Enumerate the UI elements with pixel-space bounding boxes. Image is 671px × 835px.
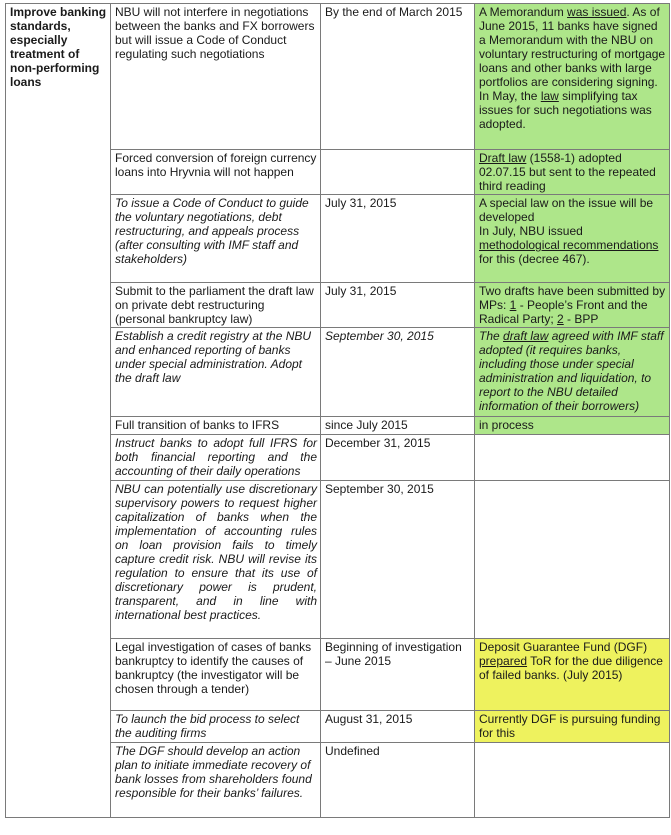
prepared-link[interactable]: prepared [479,654,528,668]
deadline-cell: July 31, 2015 [321,283,475,328]
credit-registry-draft-law-link[interactable]: draft law [503,329,549,343]
measure-cell: To issue a Code of Conduct to guide the voluntary negotiations, debt restructuring, and appeals process (after consulting with IMF staff and stakeholders) [111,195,321,283]
reform-area-label: Improve banking standards, especially treatment of non-performing loans [6,4,111,818]
deadline-cell [321,150,475,195]
status-cell [475,435,670,481]
status-cell: Deposit Guarantee Fund (DGF) prepared ToR for the due diligence of failed banks. (July 2015) [475,639,670,711]
status-cell [475,481,670,639]
status-cell: The draft law agreed with IMF staff adopted (it requires banks, including those under special administration and liquidation, to report to the NBU detailed information of their borrowers) [475,328,670,417]
reform-progress-table [5,3,670,818]
methodological-recommendations-link[interactable]: methodological recommendations [479,238,659,252]
table-row [6,4,670,150]
deadline-cell: September 30, 2015 [321,481,475,639]
measure-cell: To launch the bid process to select the auditing firms [111,711,321,743]
status-cell: Draft law (1558-1) adopted 02.07.15 but sent to the repeated third reading [475,150,670,195]
measure-cell: NBU will not interfere in negotiations between the banks and FX borrowers but will issue a Code of Conduct regulating such negotiations [111,4,321,150]
status-cell: Two drafts have been submitted by MPs: 1 - People’s Front and the Radical Party; 2 - BPP [475,283,670,328]
measure-cell: Forced conversion of foreign currency loans into Hryvnia will not happen [111,150,321,195]
status-cell [475,743,670,818]
deadline-cell: August 31, 2015 [321,711,475,743]
measure-cell: Full transition of banks to IFRS [111,417,321,435]
deadline-cell: December 31, 2015 [321,435,475,481]
measure-cell: Legal investigation of cases of banks bankruptcy to identify the causes of bankruptcy (the investigator will be chosen through a tender) [111,639,321,711]
status-cell: Currently DGF is pursuing funding for this [475,711,670,743]
measure-cell: The DGF should develop an action plan to initiate immediate recovery of bank losses from shareholders found responsible for their banks’ failures. [111,743,321,818]
deadline-cell: September 30, 2015 [321,328,475,417]
deadline-cell: since July 2015 [321,417,475,435]
deadline-cell: July 31, 2015 [321,195,475,283]
draft-law-link[interactable]: Draft law [479,151,527,165]
was-issued-link[interactable]: was issued [567,5,627,19]
deadline-cell: By the end of March 2015 [321,4,475,150]
measure-cell: Instruct banks to adopt full IFRS for both financial reporting and the accounting of their daily operations [111,435,321,481]
draft-1-link[interactable]: 1 [509,298,517,312]
deadline-cell: Beginning of investigation – June 2015 [321,639,475,711]
status-cell: in process [475,417,670,435]
deadline-cell: Undefined [321,743,475,818]
law-link[interactable]: law [540,89,559,103]
measure-cell: Establish a credit registry at the NBU and enhanced reporting of banks under special administration. Adopt the draft law [111,328,321,417]
measure-cell: NBU can potentially use discretionary supervisory powers to request higher capitalization of banks when the implementation of accounting rules on loan provision fails to timely capture credit risk. NBU will revise its regulation to ensure that its use of discretionary power is prudent, transparent, and in line with international best practices. [111,481,321,639]
status-cell: A special law on the issue will be developed In July, NBU issued methodological recommendations for this (decree 467). [475,195,670,283]
measure-cell: Submit to the parliament the draft law on private debt restructuring (personal bankruptcy law) [111,283,321,328]
draft-2-link[interactable]: 2 [557,312,564,326]
status-cell: A Memorandum was issued. As of June 2015, 11 banks have signed a Memorandum with the NBU on voluntary restructuring of mortgage loans and other banks with large portfolios are considering signing. In May, the law simplifying tax issues for such negotiations was adopted. [475,4,670,150]
